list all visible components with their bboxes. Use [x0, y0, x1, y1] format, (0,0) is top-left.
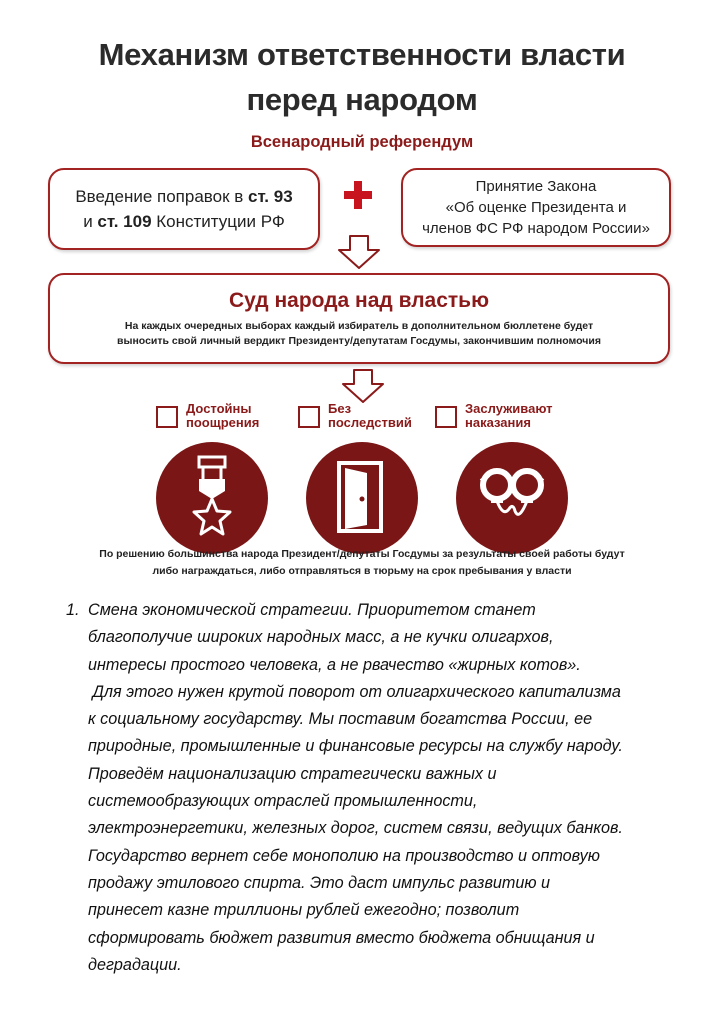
down-arrow-icon [336, 234, 382, 275]
list-line: Смена экономической стратегии. Приоритетом станет [88, 601, 536, 619]
peoples-court-box [48, 273, 670, 364]
law-line-3: членов ФС РФ народом России» [422, 220, 650, 237]
option-reward-line-2: поощрения [186, 415, 260, 430]
list-line: электроэнергетики, железных дорог, систем связи, ведущих банков. [88, 819, 623, 838]
amendments-box [48, 168, 320, 250]
open-door-icon [305, 441, 419, 555]
option-neutral-line-1: Без [328, 401, 352, 416]
checkbox-no-consequences[interactable] [298, 406, 320, 428]
page-title [0, 32, 724, 122]
court-title: Суд народа над властью [228, 288, 490, 312]
title-line-1: Механизм ответственности власти [98, 37, 626, 72]
list-line: принесет казне триллионы рублей ежегодно; позволит [88, 901, 520, 920]
law-box [401, 168, 671, 247]
list-line: благополучие широких народных масс, а не кучки олигархов, [88, 628, 554, 647]
list-number: 1. [66, 601, 80, 619]
checkbox-punishment[interactable] [435, 406, 457, 428]
court-text-line-1: На каждых очередных выборах каждый избиратель в дополнительном бюллетене будет [124, 319, 594, 332]
option-reward-line-1: Достойны [186, 401, 252, 416]
checkbox-reward[interactable] [156, 406, 178, 428]
list-line: Государство вернет себе монополию на производство и оптовую [88, 846, 600, 865]
list-line: продажу этилового спирта. Это даст импульс развитию и [88, 873, 551, 892]
option-punish-line-2: наказания [465, 415, 531, 430]
infographic-caption [0, 546, 724, 580]
caption-line-2: либо награждаться, либо отправляться в тюрьму на срок пребывания у власти [152, 565, 572, 577]
list-line: к социальному государству. Мы поставим богатства России, ее [88, 710, 593, 729]
option-reward[interactable] [156, 402, 259, 430]
option-neutral-line-2: последствий [328, 415, 412, 430]
court-text-line-2: выносить свой личный вердикт Президенту/депутатам Госдумы, закончившим полномочия [117, 334, 601, 347]
amend-line1-text: Введение поправок в [75, 187, 249, 206]
article-109: ст. 109 [97, 212, 152, 231]
list-item [88, 597, 623, 979]
caption-line-1: По решению большинства народа Президент/депутаты Госдумы за результаты своей работы будут [99, 548, 625, 560]
amend-line2-pre: и [83, 212, 98, 231]
list-line: системообразующих отраслей промышленности, [88, 792, 478, 811]
list-line: природные, промышленные и финансовые ресурсы на службу народу. [88, 737, 623, 756]
star-medal-icon [155, 441, 269, 555]
list-line: интересы простого человека, а не рвачество «жирных котов». [88, 655, 581, 674]
option-punish-line-1: Заслуживают [465, 401, 553, 416]
title-line-2: перед народом [246, 82, 478, 117]
option-punishment[interactable] [435, 402, 552, 430]
amend-line2-post: Конституции РФ [151, 212, 285, 231]
list-line: сформировать бюджет развития вместо бюджета обнищания и [88, 928, 595, 947]
law-line-2: «Об оценке Президента и [445, 199, 627, 216]
red-cross-plus-icon [343, 180, 373, 210]
list-line: Для этого нужен крутой поворот от олигархического капитализма [88, 682, 621, 701]
option-no-consequences[interactable] [298, 402, 412, 430]
list-line: Проведём национализацию стратегически важных и [88, 764, 497, 783]
law-line-1: Принятие Закона [475, 178, 597, 195]
referendum-subtitle: Всенародный референдум [250, 133, 474, 151]
article-93: ст. 93 [248, 187, 293, 206]
handcuffs-icon [455, 441, 569, 555]
list-line: деградации. [88, 955, 182, 974]
